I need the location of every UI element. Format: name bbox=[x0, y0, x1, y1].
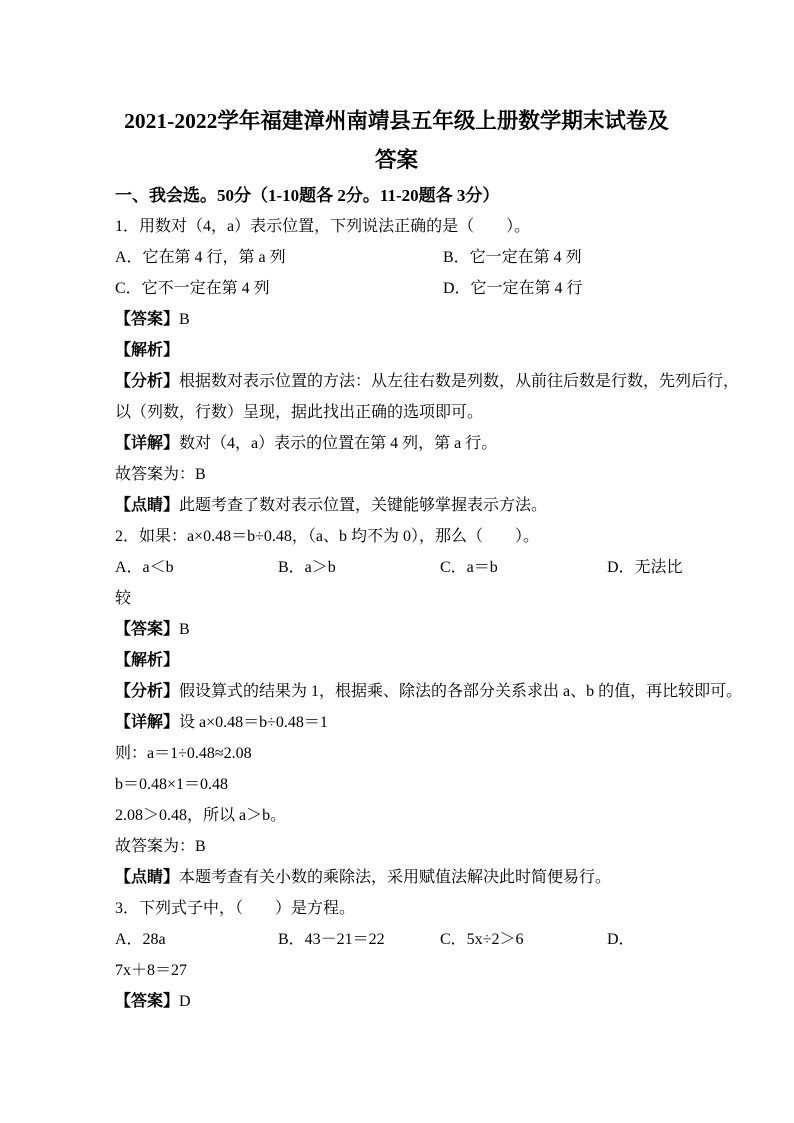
question-1-detail-text: 数对（4，a）表示的位置在第 4 列，第 a 行。 bbox=[179, 435, 498, 452]
question-2-conclusion: 故答案为：B bbox=[115, 838, 206, 855]
question-1-option-b: B．它一定在第 4 列 bbox=[443, 249, 582, 266]
question-2-option-d-wrap: 较 bbox=[115, 590, 132, 607]
analysis-heading-tag: 【解析】 bbox=[115, 342, 180, 359]
question-2-option-a: A．a＜b bbox=[115, 559, 174, 576]
question-2-note-line bbox=[115, 862, 678, 893]
question-3-options-row bbox=[115, 924, 678, 955]
answer-tag: 【答案】 bbox=[115, 993, 180, 1010]
analysis-tag: 【分析】 bbox=[115, 683, 180, 700]
answer-tag: 【答案】 bbox=[115, 311, 180, 328]
question-1-analysis-text-1: 根据数对表示位置的方法：从左往右数是列数，从前往后数是行数，先列后行， bbox=[179, 373, 740, 390]
question-1-analysis-line-2: 以（列数，行数）呈现，据此找出正确的选项即可。 bbox=[115, 404, 484, 421]
question-1-analysis-line-1 bbox=[115, 366, 740, 397]
question-1-options-row-1 bbox=[115, 242, 678, 273]
question-1-analysis-heading bbox=[115, 335, 678, 366]
question-2-option-b: B．a＞b bbox=[278, 559, 336, 576]
detail-tag: 【详解】 bbox=[115, 435, 180, 452]
question-1-answer-line bbox=[115, 304, 678, 335]
question-3-option-d-wrap: 7x＋8＝27 bbox=[115, 962, 188, 979]
document-body bbox=[115, 211, 743, 1017]
question-1-answer: B bbox=[179, 311, 190, 328]
question-2-work-line-1: 则：a＝1÷0.48≈2.08 bbox=[115, 745, 252, 762]
note-tag: 【点睛】 bbox=[115, 497, 180, 514]
question-2-options-row bbox=[115, 552, 683, 583]
question-2-stem: 2．如果：a×0.48＝b÷0.48，（a、b 均不为 0），那么（ ）。 bbox=[115, 528, 540, 545]
question-3-answer: D bbox=[179, 993, 191, 1010]
question-2-option-d: D．无法比 bbox=[607, 559, 683, 576]
question-1-stem: 1．用数对（4，a）表示位置，下列说法正确的是（ ）。 bbox=[115, 218, 531, 235]
question-3-option-d: D． bbox=[607, 931, 635, 948]
question-1-option-c: C．它不一定在第 4 列 bbox=[115, 280, 270, 297]
question-2-note-text: 本题考查有关小数的乘除法，采用赋值法解决此时简便易行。 bbox=[179, 869, 612, 886]
question-3-option-c: C．5x÷2＞6 bbox=[440, 931, 524, 948]
title-line-1: 2021-2022学年福建漳州南靖县五年级上册数学期末试卷及 bbox=[124, 109, 669, 133]
question-2-option-c: C．a＝b bbox=[440, 559, 498, 576]
question-1-option-d: D．它一定在第 4 行 bbox=[443, 280, 583, 297]
question-1-conclusion: 故答案为：B bbox=[115, 466, 206, 483]
title-line-2: 答案 bbox=[374, 148, 418, 172]
analysis-heading-tag: 【解析】 bbox=[115, 652, 180, 669]
answer-tag: 【答案】 bbox=[115, 621, 180, 638]
question-2-detail-line bbox=[115, 707, 678, 738]
question-1-options-row-2 bbox=[115, 273, 678, 304]
question-2-analysis-text: 假设算式的结果为 1，根据乘、除法的各部分关系求出 a、b 的值，再比较即可。 bbox=[179, 683, 743, 700]
question-1-note-text: 此题考查了数对表示位置，关键能够掌握表示方法。 bbox=[179, 497, 548, 514]
question-3-stem: 3．下列式子中，（ ）是方程。 bbox=[115, 900, 356, 917]
question-2-analysis-line bbox=[115, 676, 743, 707]
question-2-detail-text: 设 a×0.48＝b÷0.48＝1 bbox=[179, 714, 328, 731]
question-3-option-a: A．28a bbox=[115, 931, 166, 948]
question-2-answer-line bbox=[115, 614, 678, 645]
note-tag: 【点睛】 bbox=[115, 869, 180, 886]
question-2-work-line-3: 2.08＞0.48，所以 a＞b。 bbox=[115, 807, 287, 824]
question-2-work-line-2: b＝0.48×1＝0.48 bbox=[115, 776, 229, 793]
question-1-option-a: A．它在第 4 行，第 a 列 bbox=[115, 249, 286, 266]
analysis-tag: 【分析】 bbox=[115, 373, 180, 390]
question-3-answer-line bbox=[115, 986, 678, 1017]
question-1-note-line bbox=[115, 490, 678, 521]
question-1-detail-line bbox=[115, 428, 678, 459]
document-title bbox=[115, 102, 678, 180]
question-2-answer: B bbox=[179, 621, 190, 638]
question-2-analysis-heading bbox=[115, 645, 678, 676]
section-heading: 一、我会选。50分（1-10题各 2分。11-20题各 3分） bbox=[115, 186, 500, 205]
detail-tag: 【详解】 bbox=[115, 714, 180, 731]
question-3-option-b: B．43－21＝22 bbox=[278, 931, 385, 948]
